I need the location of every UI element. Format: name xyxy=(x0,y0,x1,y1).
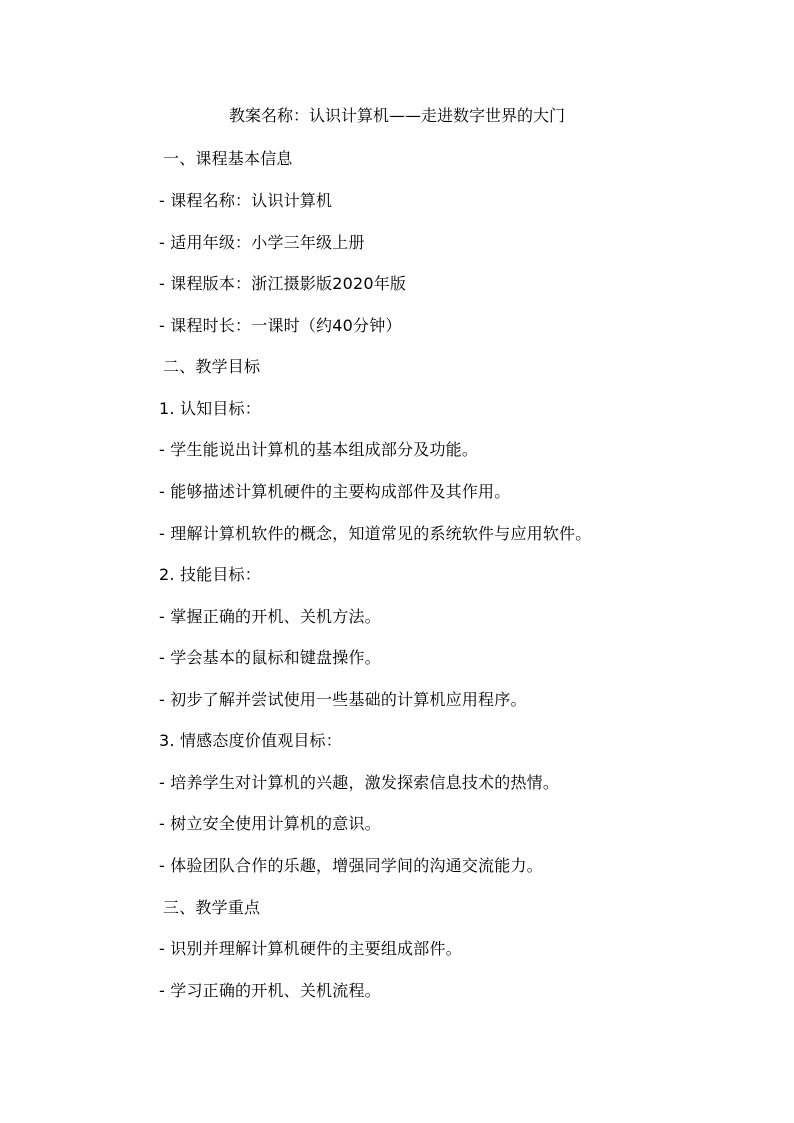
list-item-duration: - 课程时长：一课时（约40分钟） xyxy=(159,316,402,335)
list-item: - 掌握正确的开机、关机方法。 xyxy=(159,607,381,626)
list-item: - 培养学生对计算机的兴趣，激发探索信息技术的热情。 xyxy=(159,773,560,792)
section-heading-objectives: 二、教学目标 xyxy=(163,357,261,376)
section-heading-key-points: 三、教学重点 xyxy=(163,898,261,917)
document-title: 教案名称：认识计算机——走进数字世界的大门 xyxy=(228,106,565,125)
subheading-attitude-goal: 3. 情感态度价值观目标： xyxy=(159,731,342,750)
list-item: - 体验团队合作的乐趣，增强同学间的沟通交流能力。 xyxy=(159,856,543,875)
subheading-skill-goal: 2. 技能目标： xyxy=(159,565,261,584)
list-item: - 初步了解并尝试使用一些基础的计算机应用程序。 xyxy=(159,690,527,709)
list-item: - 能够描述计算机硬件的主要构成部件及其作用。 xyxy=(159,482,511,501)
list-item: - 理解计算机软件的概念，知道常见的系统软件与应用软件。 xyxy=(159,524,592,543)
list-item: - 学会基本的鼠标和键盘操作。 xyxy=(159,648,381,667)
list-item: - 树立安全使用计算机的意识。 xyxy=(159,814,381,833)
section-heading-basic-info: 一、课程基本信息 xyxy=(163,149,293,168)
subheading-cognitive-goal: 1. 认知目标： xyxy=(159,399,261,418)
list-item-grade: - 适用年级：小学三年级上册 xyxy=(159,233,365,252)
list-item-edition: - 课程版本：浙江摄影版2020年版 xyxy=(159,274,407,293)
list-item-course-name: - 课程名称：认识计算机 xyxy=(159,191,333,210)
list-item: - 识别并理解计算机硬件的主要组成部件。 xyxy=(159,939,462,958)
list-item: - 学习正确的开机、关机流程。 xyxy=(159,981,381,1000)
list-item: - 学生能说出计算机的基本组成部分及功能。 xyxy=(159,440,479,459)
